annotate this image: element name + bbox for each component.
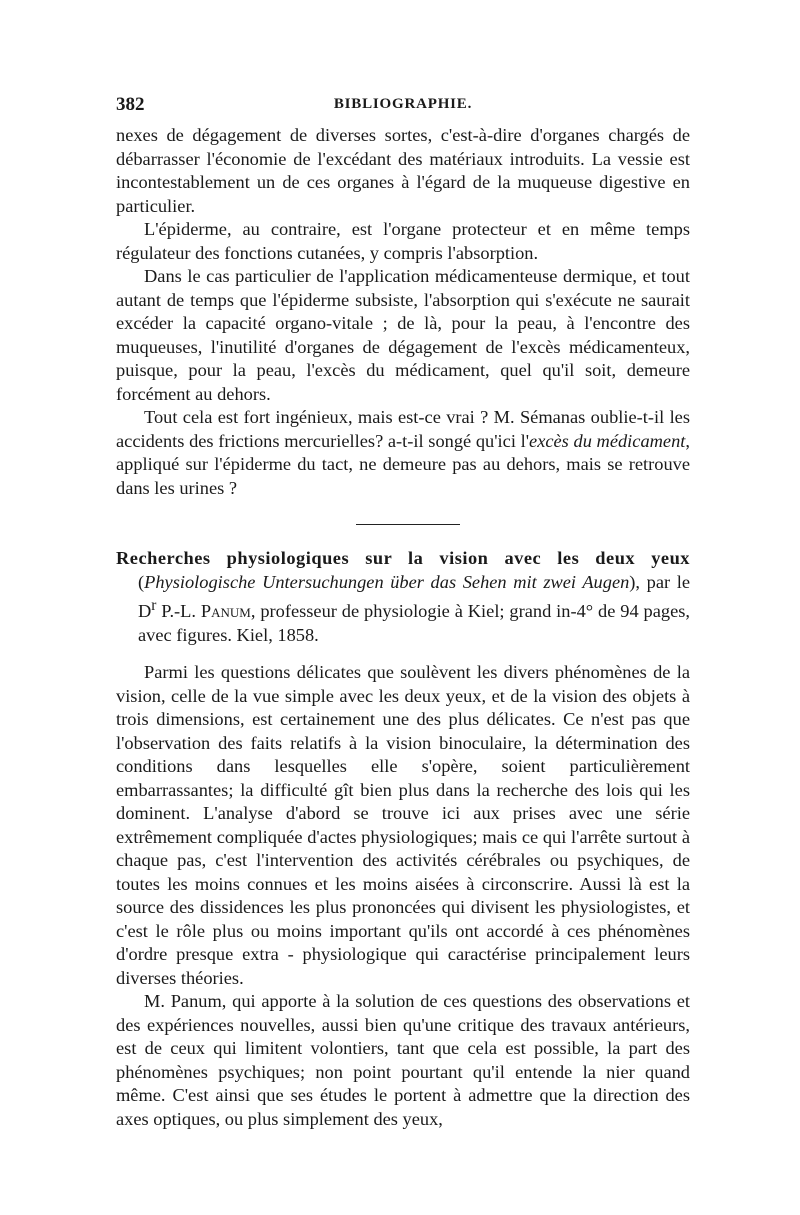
critique-text-end: , appliqué sur l'épiderme du tact, ne demeure pas au dehors, mais se retrouve dans les urines ? [116, 430, 691, 498]
book-title: Recherches physiologiques sur la vision avec les deux yeux [116, 548, 690, 568]
review-paragraph-panum: M. Panum, qui apporte à la solution de ces questions des observations et des expériences nouvelles, aussi bien qu'une critique des travaux antérieurs, est de ceux qui limitent volontiers, tant que cela est possible, la part des phénomènes psychiques; non point pourtant qu'il entende la nier quand même. C'est ainsi que ses études le portent à admettre que la direction des axes optiques, ou plus simplement des yeux, [116, 991, 690, 1129]
section-separator [356, 524, 460, 525]
book-original-title: Physiologische Untersuchungen über das Sehen mit zwei Augen [144, 571, 630, 592]
review-paragraph-vision: Parmi les questions délicates que soulèvent les divers phénomènes de la vision, celle de la vue simple avec les deux yeux, et de la vision des objets à trois dimensions, est certainement une des plus délicates. Ce n'est pas que l'observation des faits relatifs à la vision binoculaire, la détermination des conditions dans lesquelles elle s'opère, soient particulièrement embarrassantes; la difficulté gît bien plus dans la recherche des lois qui les dominent. L'analyse d'abord se trouve ici aux prises avec une série extrêmement compliquée d'actes physiologiques; mais ce qui l'arrête surtout à chaque pas, c'est l'intervention des activités cérébrales ou psychiques, de toutes les moins connues et les moins aisées à circonscrire. Aussi là est la source des dissidences les plus prononcées qui divisent les physiologistes, et c'est le rôle plus ou moins important qu'ils ont accordé à ces phénomènes d'ordre presque extra - physiologique qui caractérise principalement leurs diverses théories. [116, 662, 690, 988]
page-number: 382 [116, 94, 145, 115]
bib-details: , professeur de physiologie à Kiel; grand in-4° de 94 pages, avec figures. Kiel, 1858. [138, 601, 690, 645]
running-header [116, 94, 690, 124]
paragraph-continued: nexes de dégagement de diverses sortes, c'est-à-dire d'organes chargés de débarrasser l'économie de l'excédant des matériaux introduits. La vessie est incontestablement un de ces organes à l'égard de la muqueuse digestive en particulier. [116, 125, 690, 216]
bib-open-paren: ( [138, 571, 145, 592]
bib-by: ), par le D [138, 571, 690, 622]
paragraph-epiderme: L'épiderme, au contraire, est l'organe protecteur et en même temps régulateur des fonctions cutanées, y compris l'absorption. [116, 219, 690, 263]
book-page [116, 94, 690, 1131]
author-initials: P.-L. [156, 601, 201, 622]
paragraph-application: Dans le cas particulier de l'application médicamenteuse dermique, et tout autant de temps que l'épiderme subsiste, l'absorption qui s'exécute ne saurait excéder la capacité organo-vitale ; de là, pour la peau, à l'encontre des muqueuses, l'inutilité d'organes de dégagement de l'excès médicamenteux, puisque, pour la peau, l'excès du médicament, quel qu'il soit, demeure forcément au dehors. [116, 266, 690, 404]
doctor-superscript: r [151, 597, 157, 614]
running-title: BIBLIOGRAPHIE. [333, 96, 473, 112]
paragraph-critique [116, 406, 690, 500]
author-name: Panum [200, 601, 251, 622]
critique-text-start: Tout cela est fort ingénieux, mais est-ce vrai ? M. Sémanas oublie-t-il les accidents des frictions mercurielles? a-t-il songé qu'ici l' [116, 407, 690, 451]
critique-italic-phrase: excès du médicament [529, 430, 686, 451]
bibliography-entry [116, 547, 690, 647]
